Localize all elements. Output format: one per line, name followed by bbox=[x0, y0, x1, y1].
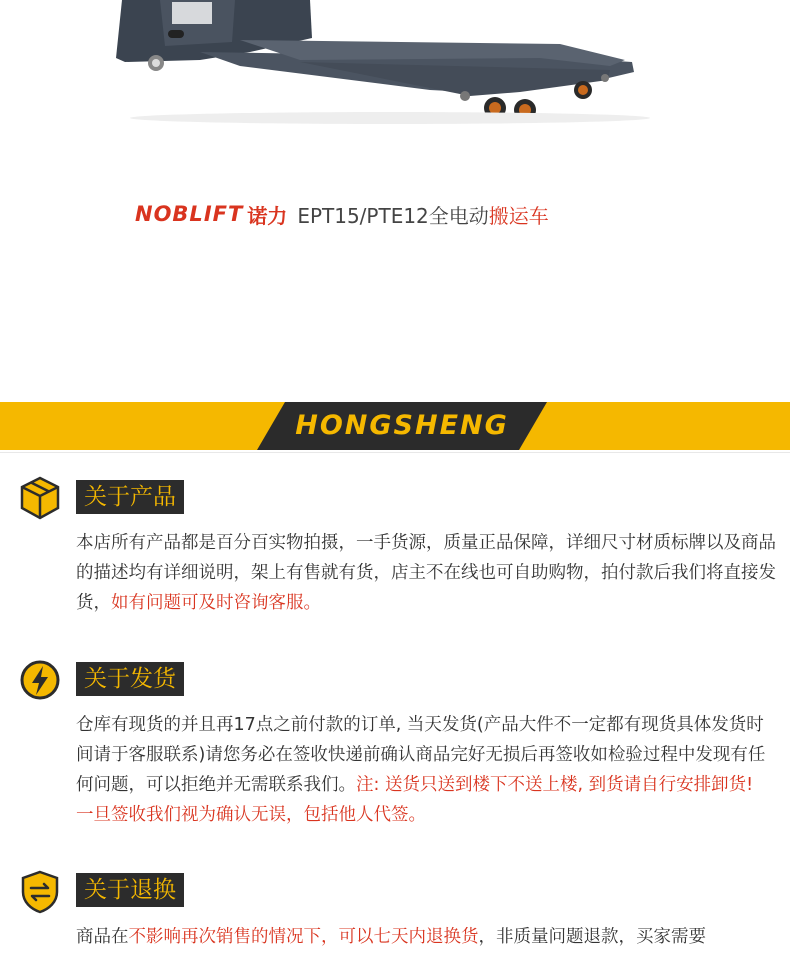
noblift-logo: NOBLIFT bbox=[135, 202, 244, 226]
noblift-logo-cn: 诺力 bbox=[247, 203, 288, 228]
divider bbox=[0, 452, 790, 453]
section-title-product: 关于产品 bbox=[76, 480, 184, 514]
section-text-highlight: 如有问题可及时咨询客服。 bbox=[111, 593, 321, 613]
section-text-highlight: 不影响再次销售的情况下，可以七天内退换货 bbox=[128, 927, 479, 947]
section-title-returns: 关于退换 bbox=[76, 873, 184, 907]
section-body-returns bbox=[76, 922, 776, 952]
section-text: 仓库有现货的并且再17点之前付款的订单, 当天发货(产品大件不一定都有现货具体发货时间请于客服联系)请您务必在签收快递前确认商品完好无损后再签收如检验过程中发现有任何问题，可以拒绝并无需联系我们。 bbox=[76, 715, 766, 795]
section-text-highlight: 注: 送货只送到楼下不送上楼, 到货请自行安排卸货! 一旦签收我们视为确认无误，包括他人代签。 bbox=[76, 775, 754, 825]
brand-name: HONGSHENG bbox=[295, 410, 509, 441]
section-text: 商品在 bbox=[76, 927, 129, 947]
product-model-highlight: 搬运车 bbox=[488, 203, 549, 228]
product-model: EPT15/PTE12全电动 bbox=[297, 203, 489, 228]
section-title-shipping: 关于发货 bbox=[76, 662, 184, 696]
product-caption bbox=[135, 198, 549, 230]
section-text: ，非质量问题退款，买家需要 bbox=[478, 927, 706, 947]
section-body-product bbox=[76, 528, 776, 618]
lightning-icon bbox=[18, 658, 62, 702]
section-text: 本店所有产品都是百分百实物拍摄，一手货源，质量正品保障，详细尺寸材质标牌以及商品的描述均有详细说明，架上有售就有货，店主不在线也可自助购物，拍付款后我们将直接发货， bbox=[76, 533, 776, 613]
shield-exchange-icon bbox=[18, 870, 62, 914]
box-icon bbox=[18, 476, 62, 520]
section-body-shipping bbox=[76, 710, 776, 830]
pallet-truck-image bbox=[0, 0, 790, 180]
